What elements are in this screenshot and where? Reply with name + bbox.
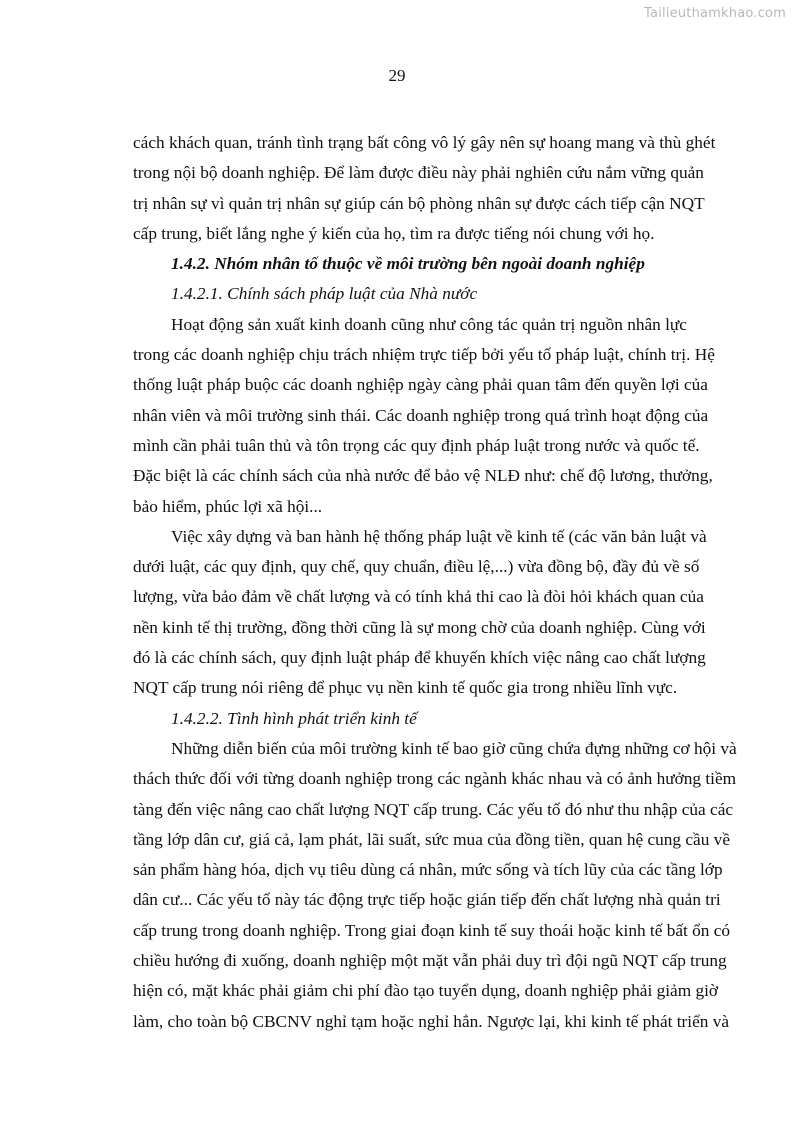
text-line: cách khách quan, tránh tình trạng bất công vô lý gây nên sự hoang mang và thù ghét [133,133,716,152]
text-line: tàng đến việc nâng cao chất lượng NQT cấp trung. Các yếu tố đó như thu nhập của các [133,799,734,819]
text-line: cấp trung trong doanh nghiệp. Trong giai đoạn kinh tế suy thoái hoặc kinh tế bất ổn có [133,920,731,940]
text-line: trong nội bộ doanh nghiệp. Để làm được điều này phải nghiên cứu nắm vững quản [133,163,704,183]
text-line: mình cần phải tuân thủ và tôn trọng các quy định pháp luật trong nước và quốc tế. [133,435,700,455]
text-line: thách thức đối với từng doanh nghiệp trong các ngành khác nhau và có ảnh hưởng tiềm [133,769,737,789]
text-line: nền kinh tế thị trường, đồng thời cũng là sự mong chờ của doanh nghiệp. Cùng với [133,617,706,637]
subsection-heading: 1.4.2.1. Chính sách pháp luật của Nhà nước [171,284,478,304]
subsection-heading: 1.4.2.2. Tình hình phát triển kinh tế [171,708,417,728]
text-line: trong các doanh nghiệp chịu trách nhiệm trực tiếp bởi yếu tố pháp luật, chính trị. Hệ [133,345,715,365]
text-line: NQT cấp trung nói riêng để phục vụ nền kinh tế quốc gia trong nhiều lĩnh vực. [133,678,678,698]
paragraph [133,128,716,249]
text-line: thống luật pháp buộc các doanh nghiệp ngày càng phải quan tâm đến quyền lợi của [133,375,708,395]
page-number: 29 [388,66,406,85]
text-line: Những diễn biến của môi trường kinh tế bao giờ cũng chứa đựng những cơ hội và [171,738,737,758]
text-line: Việc xây dựng và ban hành hệ thống pháp luật về kinh tế (các văn bản luật và [171,526,707,546]
text-line: tầng lớp dân cư, giá cả, lạm phát, lãi suất, sức mua của đồng tiền, quan hệ cung cầu về [133,829,730,849]
text-line: lượng, vừa bảo đảm về chất lượng và có tính khả thi cao là đòi hỏi khách quan của [133,587,704,607]
text-line: trị nhân sự vì quản trị nhân sự giúp cán bộ phòng nhân sự được cách tiếp cận NQT [133,193,705,213]
paragraph [133,734,737,1037]
text-line: nhân viên và môi trường sinh thái. Các doanh nghiệp trong quá trình hoạt động của [133,405,709,425]
watermark: Tailieuthamkhao.com [644,6,786,21]
section-heading: 1.4.2. Nhóm nhân tố thuộc về môi trường bên ngoài doanh nghiệp [171,254,645,274]
text-line: bảo hiểm, phúc lợi xã hội... [133,496,323,516]
text-line: hiện có, mặt khác phải giảm chi phí đào tạo tuyển dụng, doanh nghiệp phải giảm giờ [133,981,719,1001]
text-line: đó là các chính sách, quy định luật pháp để khuyến khích việc nâng cao chất lượng [133,648,706,668]
paragraph [133,310,715,522]
text-line: làm, cho toàn bộ CBCNV nghỉ tạm hoặc nghỉ hẳn. Ngược lại, khi kinh tế phát triển và [133,1011,730,1031]
text-line: dân cư... Các yếu tố này tác động trực tiếp hoặc gián tiếp đến chất lượng nhà quản tri [133,890,721,910]
text-line: cấp trung, biết lắng nghe ý kiến của họ, tìm ra được tiếng nói chung với họ. [133,223,655,243]
text-line: dưới luật, các quy định, quy chế, quy chuẩn, điều lệ,...) vừa đồng bộ, đầy đủ về số [133,557,700,577]
text-line: chiều hướng đi xuống, doanh nghiệp một mặt vẫn phải duy trì đội ngũ NQT cấp trung [133,951,727,971]
text-line: Đặc biệt là các chính sách của nhà nước để bảo vệ NLĐ như: chế độ lương, thưởng, [133,466,713,486]
document-body [133,128,737,1037]
text-line: sản phẩm hàng hóa, dịch vụ tiêu dùng cá nhân, mức sống và tích lũy của các tầng lớp [133,860,723,880]
text-line: Hoạt động sản xuất kinh doanh cũng như công tác quản trị nguồn nhân lực [171,314,687,334]
paragraph [133,522,707,704]
